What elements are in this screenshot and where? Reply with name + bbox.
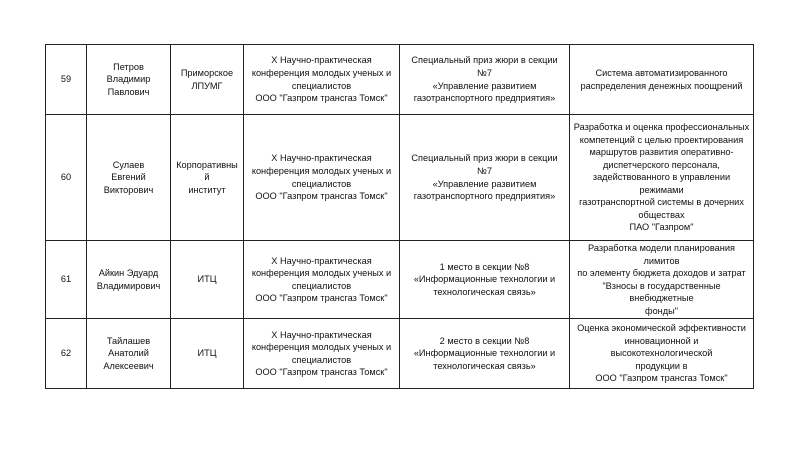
row-number-cell: 60 [46, 115, 87, 241]
organization-cell: Приморское ЛПУМГ [171, 45, 244, 115]
row-number-cell: 59 [46, 45, 87, 115]
row-number-cell: 61 [46, 241, 87, 319]
awards-table [45, 44, 754, 389]
award-cell: Специальный приз жюри в секции №7 «Управление развитием газотранспортного предприятия» [400, 45, 570, 115]
award-cell: 1 место в секции №8 «Информационные технологии и технологическая связь» [400, 241, 570, 319]
table-row [46, 115, 754, 241]
table-row [46, 45, 754, 115]
organization-cell: ИТЦ [171, 319, 244, 389]
event-cell: X Научно-практическая конференция молодых ученых и специалистов ООО "Газпром трансгаз Томск" [244, 45, 400, 115]
participant-name-cell: Петров Владимир Павлович [87, 45, 171, 115]
organization-cell: Корпоративный институт [171, 115, 244, 241]
event-cell: X Научно-практическая конференция молодых ученых и специалистов ООО "Газпром трансгаз Томск" [244, 115, 400, 241]
participant-name-cell: Тайлашев Анатолий Алексеевич [87, 319, 171, 389]
table-row [46, 241, 754, 319]
topic-cell: Оценка экономической эффективности инновационной и высокотехнологической продукции в ООО "Газпром трансгаз Томск" [570, 319, 754, 389]
event-cell: X Научно-практическая конференция молодых ученых и специалистов ООО "Газпром трансгаз Томск" [244, 241, 400, 319]
organization-cell: ИТЦ [171, 241, 244, 319]
participant-name-cell: Сулаев Евгений Викторович [87, 115, 171, 241]
topic-cell: Разработка и оценка профессиональных компетенций с целью проектирования маршрутов развития оперативно- диспетчерского персонала, задействованного в управлении режимами газотранспортной системы в дочерних обществах ПАО "Газпром" [570, 115, 754, 241]
award-cell: Специальный приз жюри в секции №7 «Управление развитием газотранспортного предприятия» [400, 115, 570, 241]
participant-name-cell: Айкин Эдуард Владимирович [87, 241, 171, 319]
table-row [46, 319, 754, 389]
award-cell: 2 место в секции №8 «Информационные технологии и технологическая связь» [400, 319, 570, 389]
row-number-cell: 62 [46, 319, 87, 389]
topic-cell: Разработка модели планирования лимитов по элементу бюджета доходов и затрат "Взносы в государственные внебюджетные фонды" [570, 241, 754, 319]
topic-cell: Система автоматизированного распределения денежных поощрений [570, 45, 754, 115]
event-cell: X Научно-практическая конференция молодых ученых и специалистов ООО "Газпром трансгаз Томск" [244, 319, 400, 389]
